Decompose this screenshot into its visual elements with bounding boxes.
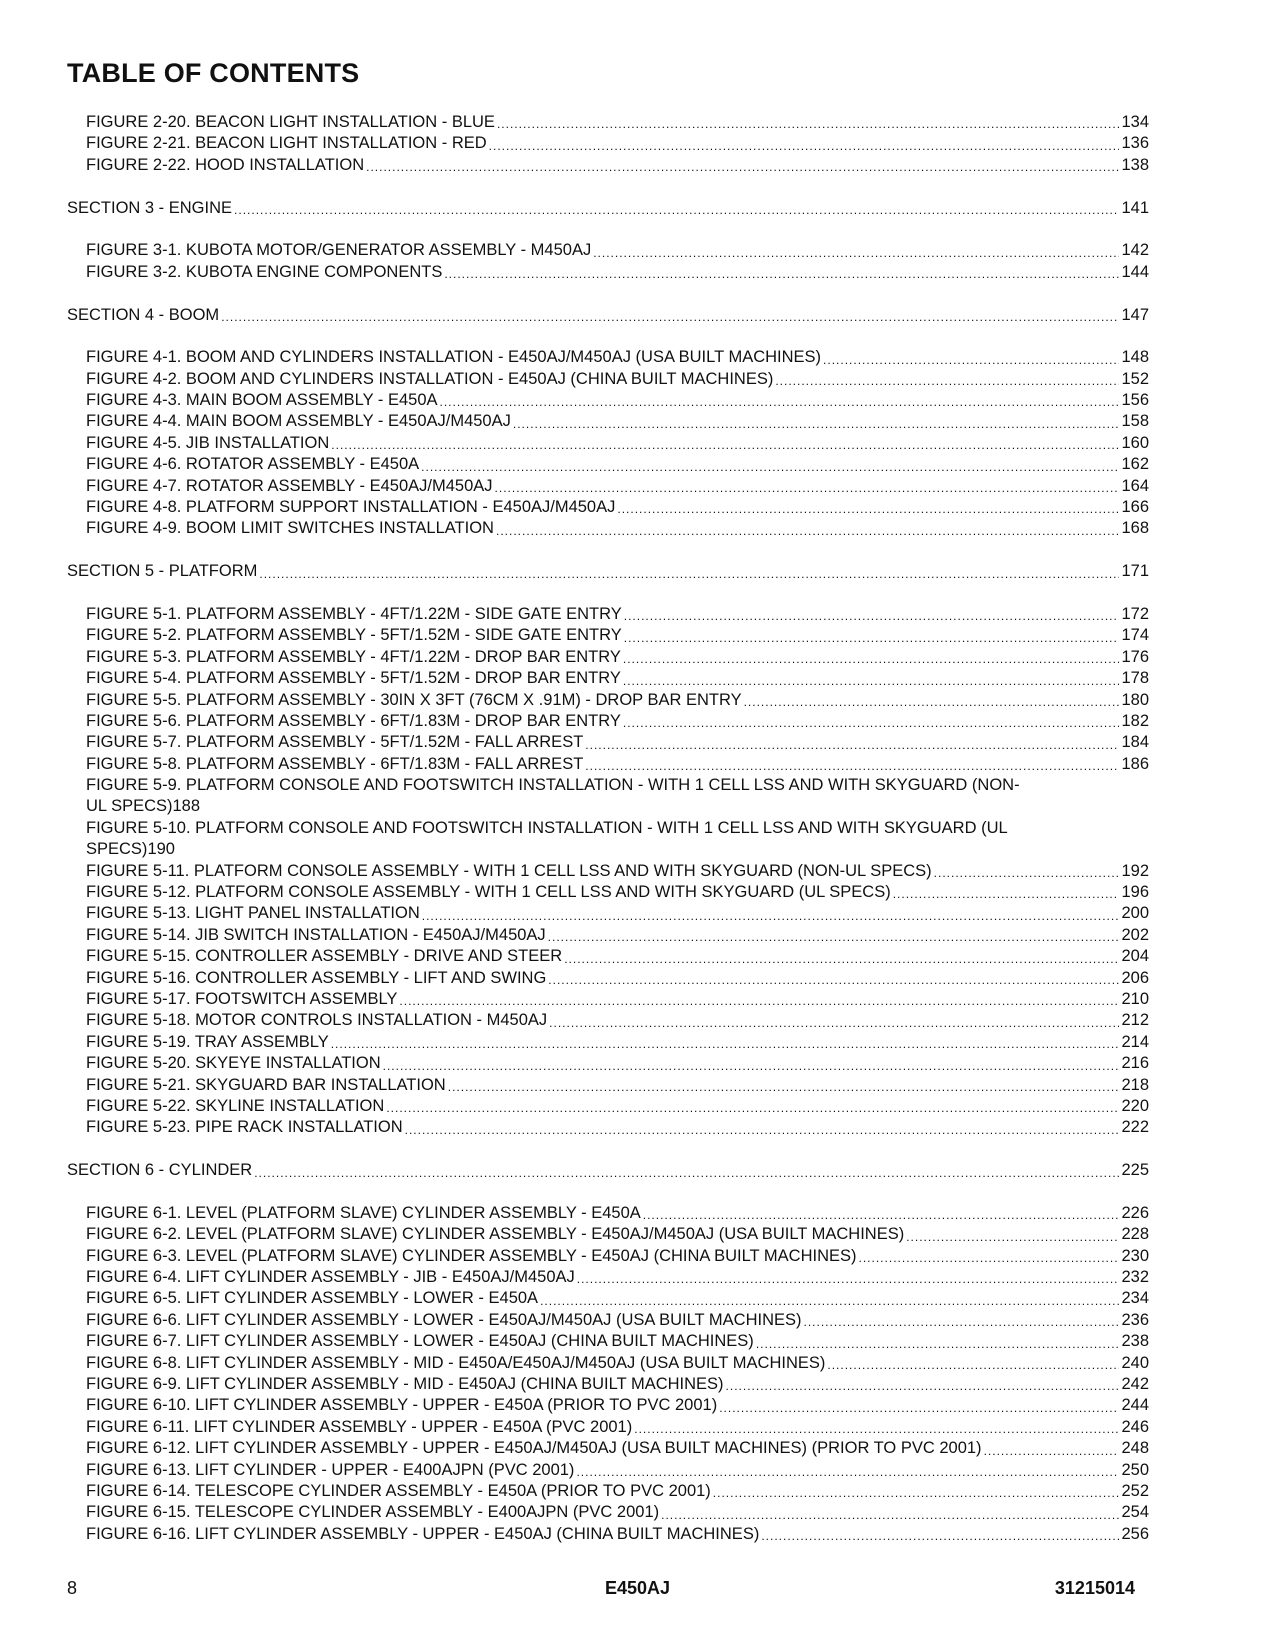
toc-entry-page: 218 [1121,1075,1149,1094]
toc-entry-figure[interactable] [67,711,1149,732]
toc-entry-figure[interactable] [67,1310,1149,1331]
toc-entry-label: FIGURE 5-23. PIPE RACK INSTALLATION [86,1118,403,1137]
toc-entry-page: 174 [1121,626,1149,645]
toc-entry-label: FIGURE 6-12. LIFT CYLINDER ASSEMBLY - UPPER - E450AJ/M450AJ (USA BUILT MACHINES) (PRIOR TO PVC 2001) [86,1439,982,1458]
dot-leader [331,436,1119,454]
toc-entry-label: FIGURE 6-10. LIFT CYLINDER ASSEMBLY - UPPER - E450A (PRIOR TO PVC 2001) [86,1396,718,1415]
dot-leader [513,415,1120,433]
toc-entry-page: 160 [1121,433,1149,452]
toc-entry-label: FIGURE 5-5. PLATFORM ASSEMBLY - 30IN X 3FT (76CM X .91M) - DROP BAR ENTRY [86,690,742,709]
toc-entry-section[interactable] [67,305,1149,326]
dot-leader [366,158,1119,176]
footer-doc-number: 31215014 [1054,1578,1135,1598]
toc-entry-figure[interactable] [67,1075,1149,1096]
toc-entry-label: FIGURE 5-8. PLATFORM ASSEMBLY - 6FT/1.83M - FALL ARREST [86,754,584,773]
dot-leader [254,1164,1119,1182]
toc-entry-label: FIGURE 5-22. SKYLINE INSTALLATION [86,1096,385,1115]
toc-entry-label: FIGURE 2-22. HOOD INSTALLATION [86,155,365,174]
toc-entry-figure[interactable] [67,861,1149,882]
toc-entry-label: FIGURE 4-1. BOOM AND CYLINDERS INSTALLATION - E450AJ/M450AJ (USA BUILT MACHINES) [86,348,822,367]
toc-entry-page: 242 [1121,1375,1149,1394]
toc-entry-page: 178 [1121,669,1149,688]
toc-entry-label: FIGURE 5-15. CONTROLLER ASSEMBLY - DRIVE AND STEER [86,947,563,966]
toc-entry-figure[interactable] [67,1502,1149,1523]
toc-entry-figure[interactable] [67,1524,1149,1545]
toc-entry-page: 171 [1121,562,1149,581]
toc-entry-label: FIGURE 5-20. SKYEYE INSTALLATION [86,1054,381,1073]
dot-leader [744,693,1120,711]
toc-entry-page: 250 [1121,1460,1149,1479]
toc-entry-label: FIGURE 3-1. KUBOTA MOTOR/GENERATOR ASSEMBLY - M450AJ [86,241,592,260]
dot-leader [906,1228,1119,1246]
toc-entry-label: FIGURE 4-3. MAIN BOOM ASSEMBLY - E450A [86,391,438,410]
toc-entry-page: 136 [1121,134,1149,153]
page-title: TABLE OF CONTENTS [67,58,360,88]
toc-entry-page: 225 [1121,1161,1149,1180]
toc-entry-figure[interactable] [67,1117,1149,1138]
dot-leader [623,714,1120,732]
toc-entry-page: 148 [1121,348,1149,367]
dot-leader [577,1270,1120,1288]
toc-entry-label: SECTION 5 - PLATFORM [67,562,258,581]
toc-entry-page: 238 [1121,1332,1149,1351]
toc-entry-label: FIGURE 4-4. MAIN BOOM ASSEMBLY - E450AJ/M450AJ [86,412,511,431]
toc-entry-page: 214 [1121,1032,1149,1051]
toc-entry-page: 220 [1121,1096,1149,1115]
dot-leader [756,1335,1120,1353]
toc-entry-page: 164 [1121,476,1149,495]
toc-entry-figure[interactable] [67,1288,1149,1309]
toc-entry-figure[interactable] [67,903,1149,924]
toc-entry-figure[interactable] [67,262,1149,283]
toc-entry-figure[interactable] [67,1481,1149,1502]
toc-entry-label: FIGURE 6-9. LIFT CYLINDER ASSEMBLY - MID - E450AJ (CHINA BUILT MACHINES) [86,1375,724,1394]
dot-leader [624,607,1120,625]
dot-leader [386,1099,1119,1117]
toc-entry-page: 232 [1121,1268,1149,1287]
dot-leader [399,992,1119,1010]
toc-entry-label: FIGURE 5-9. PLATFORM CONSOLE AND FOOTSWITCH INSTALLATION - WITH 1 CELL LSS AND WITH SKYGUARD (NON- [86,776,1020,795]
toc-entry-page: 142 [1121,241,1149,260]
dot-leader [549,1014,1119,1032]
toc-entry-page: 180 [1121,690,1149,709]
toc-entry-page: 141 [1121,198,1149,217]
toc-entry-label: FIGURE 6-7. LIFT CYLINDER ASSEMBLY - LOWER - E450AJ (CHINA BUILT MACHINES) [86,1332,754,1351]
toc-entry-page: 147 [1121,305,1149,324]
toc-entry-label: FIGURE 6-4. LIFT CYLINDER ASSEMBLY - JIB - E450AJ/M450AJ [86,1268,575,1287]
toc-entry-figure[interactable] [67,1010,1149,1031]
toc-entry-label: SECTION 4 - BOOM [67,305,220,324]
toc-entry-section[interactable] [67,198,1149,219]
toc-entry-page: 254 [1121,1503,1149,1522]
toc-entry-figure[interactable] [67,946,1149,967]
dot-leader [221,308,1119,326]
toc-entry-page: 190 [147,840,175,859]
toc-entry-label: FIGURE 5-1. PLATFORM ASSEMBLY - 4FT/1.22M - SIDE GATE ENTRY [86,604,622,623]
dot-leader [624,629,1120,647]
toc-entry-label: FIGURE 5-12. PLATFORM CONSOLE ASSEMBLY - WITH 1 CELL LSS AND WITH SKYGUARD (UL SPECS) [86,883,891,902]
toc-entry-figure[interactable] [67,818,1149,861]
toc-entry-page: 138 [1121,155,1149,174]
toc-entry-label: FIGURE 4-2. BOOM AND CYLINDERS INSTALLATION - E450AJ (CHINA BUILT MACHINES) [86,369,774,388]
toc-entry-figure[interactable] [67,882,1149,903]
dot-leader [422,907,1120,925]
toc-entry-page: 252 [1121,1481,1149,1500]
toc-entry-page: 152 [1121,369,1149,388]
toc-entry-label: FIGURE 6-16. LIFT CYLINDER ASSEMBLY - UPPER - E450AJ (CHINA BUILT MACHINES) [86,1524,760,1543]
dot-leader [761,1527,1119,1545]
toc-entry-page: 188 [172,797,201,816]
toc-entry-page: 204 [1121,947,1149,966]
toc-entry-label: FIGURE 6-5. LIFT CYLINDER ASSEMBLY - LOWER - E450A [86,1289,539,1308]
toc-entry-figure[interactable] [67,1246,1149,1267]
dot-leader [383,1057,1120,1075]
toc-entry-figure[interactable] [67,690,1149,711]
toc-entry-figure[interactable] [67,497,1149,518]
toc-entry-figure[interactable] [67,925,1149,946]
toc-entry-figure[interactable] [67,518,1149,539]
toc-entry-label: FIGURE 6-2. LEVEL (PLATFORM SLAVE) CYLINDER ASSEMBLY - E450AJ/M450AJ (USA BUILT MACHINES) [86,1225,905,1244]
toc-entry-page: 156 [1121,391,1149,410]
dot-leader [444,265,1119,283]
toc-entry-label: FIGURE 6-13. LIFT CYLINDER - UPPER - E400AJPN (PVC 2001) [86,1460,575,1479]
toc-entry-label: FIGURE 5-14. JIB SWITCH INSTALLATION - E450AJ/M450AJ [86,925,546,944]
toc-entry-figure[interactable] [67,1353,1149,1374]
toc-entry-figure[interactable] [67,668,1149,689]
toc-entry-figure[interactable] [67,1438,1149,1459]
toc-entry-figure[interactable] [67,1224,1149,1245]
toc-entry-figure[interactable] [67,1460,1149,1481]
toc-entry-label: SECTION 6 - CYLINDER [67,1161,253,1180]
toc-entry-page: 236 [1121,1310,1149,1329]
toc-entry-figure[interactable] [67,1032,1149,1053]
dot-leader [593,244,1119,262]
toc-entry-page: 240 [1121,1353,1149,1372]
toc-entry-label: FIGURE 3-2. KUBOTA ENGINE COMPONENTS [86,262,443,281]
dot-leader [495,479,1120,497]
toc-entry-label: FIGURE 5-13. LIGHT PANEL INSTALLATION [86,904,420,923]
toc-entry-figure[interactable] [67,155,1149,176]
dot-leader [859,1249,1120,1267]
toc-entry-page: 226 [1121,1203,1149,1222]
toc-entry-figure[interactable] [67,411,1149,432]
dot-leader [496,522,1119,540]
toc-entry-page: 162 [1121,455,1149,474]
toc-entry-page: 244 [1121,1396,1149,1415]
toc-entry-label: FIGURE 6-15. TELESCOPE CYLINDER ASSEMBLY - E400AJPN (PVC 2001) [86,1503,660,1522]
toc-entry-figure[interactable] [67,647,1149,668]
toc-entry-section[interactable] [67,1160,1149,1181]
toc-entry-figure[interactable] [67,390,1149,411]
toc-entry-figure[interactable] [67,754,1149,775]
toc-entry-label: FIGURE 5-7. PLATFORM ASSEMBLY - 5FT/1.52M - FALL ARREST [86,733,584,752]
toc-entry-figure[interactable] [67,775,1149,818]
toc-entry-page: 176 [1121,647,1149,666]
toc-entry-label: FIGURE 4-6. ROTATOR ASSEMBLY - E450A [86,455,420,474]
dot-leader [331,1035,1120,1053]
toc-entry-label: FIGURE 5-21. SKYGUARD BAR INSTALLATION [86,1075,446,1094]
toc-entry-figure[interactable] [67,989,1149,1010]
toc-entry-label: FIGURE 4-9. BOOM LIMIT SWITCHES INSTALLATION [86,519,494,538]
dot-leader [421,458,1119,476]
toc-entry-figure[interactable] [67,1395,1149,1416]
toc-entry-figure[interactable] [67,732,1149,753]
toc-entry-label: FIGURE 5-11. PLATFORM CONSOLE ASSEMBLY - WITH 1 CELL LSS AND WITH SKYGUARD (NON-UL SPECS) [86,861,932,880]
toc-entry-page: 184 [1121,733,1149,752]
toc-entry-page: 210 [1121,990,1149,1008]
toc-entry-label: SECTION 3 - ENGINE [67,198,233,217]
dot-leader [259,565,1119,583]
toc-entry-figure[interactable] [67,347,1149,368]
dot-leader [564,950,1119,968]
toc-entry-page: 166 [1121,498,1149,517]
toc-entry-label-continuation: UL SPECS) [86,797,173,816]
toc-entry-page: 234 [1121,1289,1149,1308]
toc-entry-figure[interactable] [67,112,1149,133]
toc-entry-label: FIGURE 5-6. PLATFORM ASSEMBLY - 6FT/1.83M - DROP BAR ENTRY [86,711,621,730]
toc-entry-label-continuation: SPECS) [86,840,148,859]
toc-entry-figure[interactable] [67,1331,1149,1352]
toc-entry-page: 196 [1121,883,1149,902]
dot-leader [827,1356,1119,1374]
dot-leader [497,115,1120,133]
dot-leader [448,1078,1120,1096]
toc-entry-label: FIGURE 2-21. BEACON LIGHT INSTALLATION - RED [86,134,487,153]
dot-leader [440,393,1120,411]
toc-entry-label: FIGURE 6-8. LIFT CYLINDER ASSEMBLY - MID - E450A/E450AJ/M450AJ (USA BUILT MACHINES) [86,1353,826,1372]
toc-entry-figure[interactable] [67,133,1149,154]
footer-model: E450AJ [604,1578,671,1598]
toc-entry-figure[interactable] [67,1374,1149,1395]
dot-leader [713,1484,1120,1502]
toc-entry-label: FIGURE 4-7. ROTATOR ASSEMBLY - E450AJ/M450AJ [86,476,493,495]
toc-entry-label: FIGURE 2-20. BEACON LIGHT INSTALLATION - BLUE [86,112,495,131]
toc-entry-page: 212 [1121,1011,1149,1030]
toc-entry-page: 144 [1121,262,1149,281]
toc-entry-page: 222 [1121,1118,1149,1137]
toc-entry-page: 256 [1121,1524,1149,1543]
toc-entry-figure[interactable] [67,968,1149,989]
dot-leader [823,351,1119,369]
dot-leader [405,1121,1120,1139]
toc-entry-label: FIGURE 6-6. LIFT CYLINDER ASSEMBLY - LOWER - E450AJ/M450AJ (USA BUILT MACHINES) [86,1310,802,1329]
toc-entry-page: 158 [1121,412,1149,431]
dot-leader [234,201,1119,219]
toc-entry-label: FIGURE 5-18. MOTOR CONTROLS INSTALLATION - M450AJ [86,1011,548,1030]
toc-entry-page: 186 [1121,754,1149,773]
toc-entry-label: FIGURE 5-10. PLATFORM CONSOLE AND FOOTSWITCH INSTALLATION - WITH 1 CELL LSS AND WITH SKYGUARD (UL [86,818,1008,837]
toc-entry-page: 182 [1121,711,1149,730]
dot-leader [623,650,1120,668]
toc-entry-page: 172 [1121,604,1149,623]
toc-entry-figure[interactable] [67,1096,1149,1117]
toc-entry-page: 248 [1121,1439,1149,1458]
dot-leader [634,1420,1119,1438]
toc-entry-page: 230 [1121,1246,1149,1265]
toc-entry-section[interactable] [67,561,1149,582]
toc-entry-page: 228 [1121,1225,1149,1244]
toc-entry-label: FIGURE 5-4. PLATFORM ASSEMBLY - 5FT/1.52M - DROP BAR ENTRY [86,669,621,688]
toc-entry-figure[interactable] [67,369,1149,390]
table-of-contents [67,112,1149,1545]
dot-leader [984,1442,1120,1460]
toc-entry-figure[interactable] [67,1053,1149,1074]
toc-entry-figure[interactable] [67,604,1149,625]
dot-leader [934,864,1120,882]
dot-leader [585,736,1119,754]
toc-entry-figure[interactable] [67,433,1149,454]
toc-entry-page: 216 [1121,1054,1149,1073]
dot-leader [719,1399,1119,1417]
dot-leader [661,1506,1119,1524]
toc-entry-continuation-row [86,839,1149,860]
dot-leader [643,1206,1120,1224]
toc-entry-figure[interactable] [67,476,1149,497]
toc-entry-page: 246 [1121,1417,1149,1436]
dot-leader [775,372,1119,390]
toc-entry-page: 134 [1121,112,1149,131]
toc-entry-page: 168 [1121,519,1149,538]
dot-leader [576,1463,1119,1481]
toc-entry-label: FIGURE 4-8. PLATFORM SUPPORT INSTALLATION - E450AJ/M450AJ [86,498,616,517]
toc-entry-figure[interactable] [67,1267,1149,1288]
toc-entry-label: FIGURE 6-11. LIFT CYLINDER ASSEMBLY - UPPER - E450A (PVC 2001) [86,1417,633,1436]
dot-leader [617,500,1119,518]
dot-leader [548,928,1120,946]
toc-entry-page: 202 [1121,925,1149,944]
toc-entry-label: FIGURE 6-14. TELESCOPE CYLINDER ASSEMBLY - E450A (PRIOR TO PVC 2001) [86,1481,711,1500]
toc-entry-label: FIGURE 6-1. LEVEL (PLATFORM SLAVE) CYLINDER ASSEMBLY - E450A [86,1203,641,1222]
dot-leader [804,1313,1120,1331]
toc-entry-label: FIGURE 5-3. PLATFORM ASSEMBLY - 4FT/1.22M - DROP BAR ENTRY [86,647,621,666]
toc-entry-figure[interactable] [67,1417,1149,1438]
dot-leader [623,672,1120,690]
dot-leader [585,757,1119,775]
toc-entry-label: FIGURE 5-19. TRAY ASSEMBLY [86,1032,329,1051]
dot-leader [540,1292,1119,1310]
toc-entry-figure[interactable] [67,240,1149,261]
toc-entry-continuation-row [86,797,1149,818]
toc-entry-figure[interactable] [67,1203,1149,1224]
toc-entry-label: FIGURE 6-3. LEVEL (PLATFORM SLAVE) CYLINDER ASSEMBLY - E450AJ (CHINA BUILT MACHINES) [86,1246,857,1265]
dot-leader [489,137,1120,155]
dot-leader [726,1377,1120,1395]
dot-leader [548,971,1119,989]
footer-page-number: 8 [67,1578,78,1598]
toc-entry-label: FIGURE 5-16. CONTROLLER ASSEMBLY - LIFT AND SWING [86,968,547,987]
toc-entry-page: 206 [1121,968,1149,987]
toc-entry-page: 192 [1121,861,1149,880]
dot-leader [893,885,1120,903]
toc-entry-page: 200 [1121,904,1149,923]
toc-entry-label: FIGURE 5-2. PLATFORM ASSEMBLY - 5FT/1.52M - SIDE GATE ENTRY [86,626,622,645]
toc-entry-figure[interactable] [67,625,1149,646]
toc-entry-label: FIGURE 5-17. FOOTSWITCH ASSEMBLY [86,990,398,1008]
toc-entry-label: FIGURE 4-5. JIB INSTALLATION [86,433,330,452]
toc-entry-figure[interactable] [67,454,1149,475]
